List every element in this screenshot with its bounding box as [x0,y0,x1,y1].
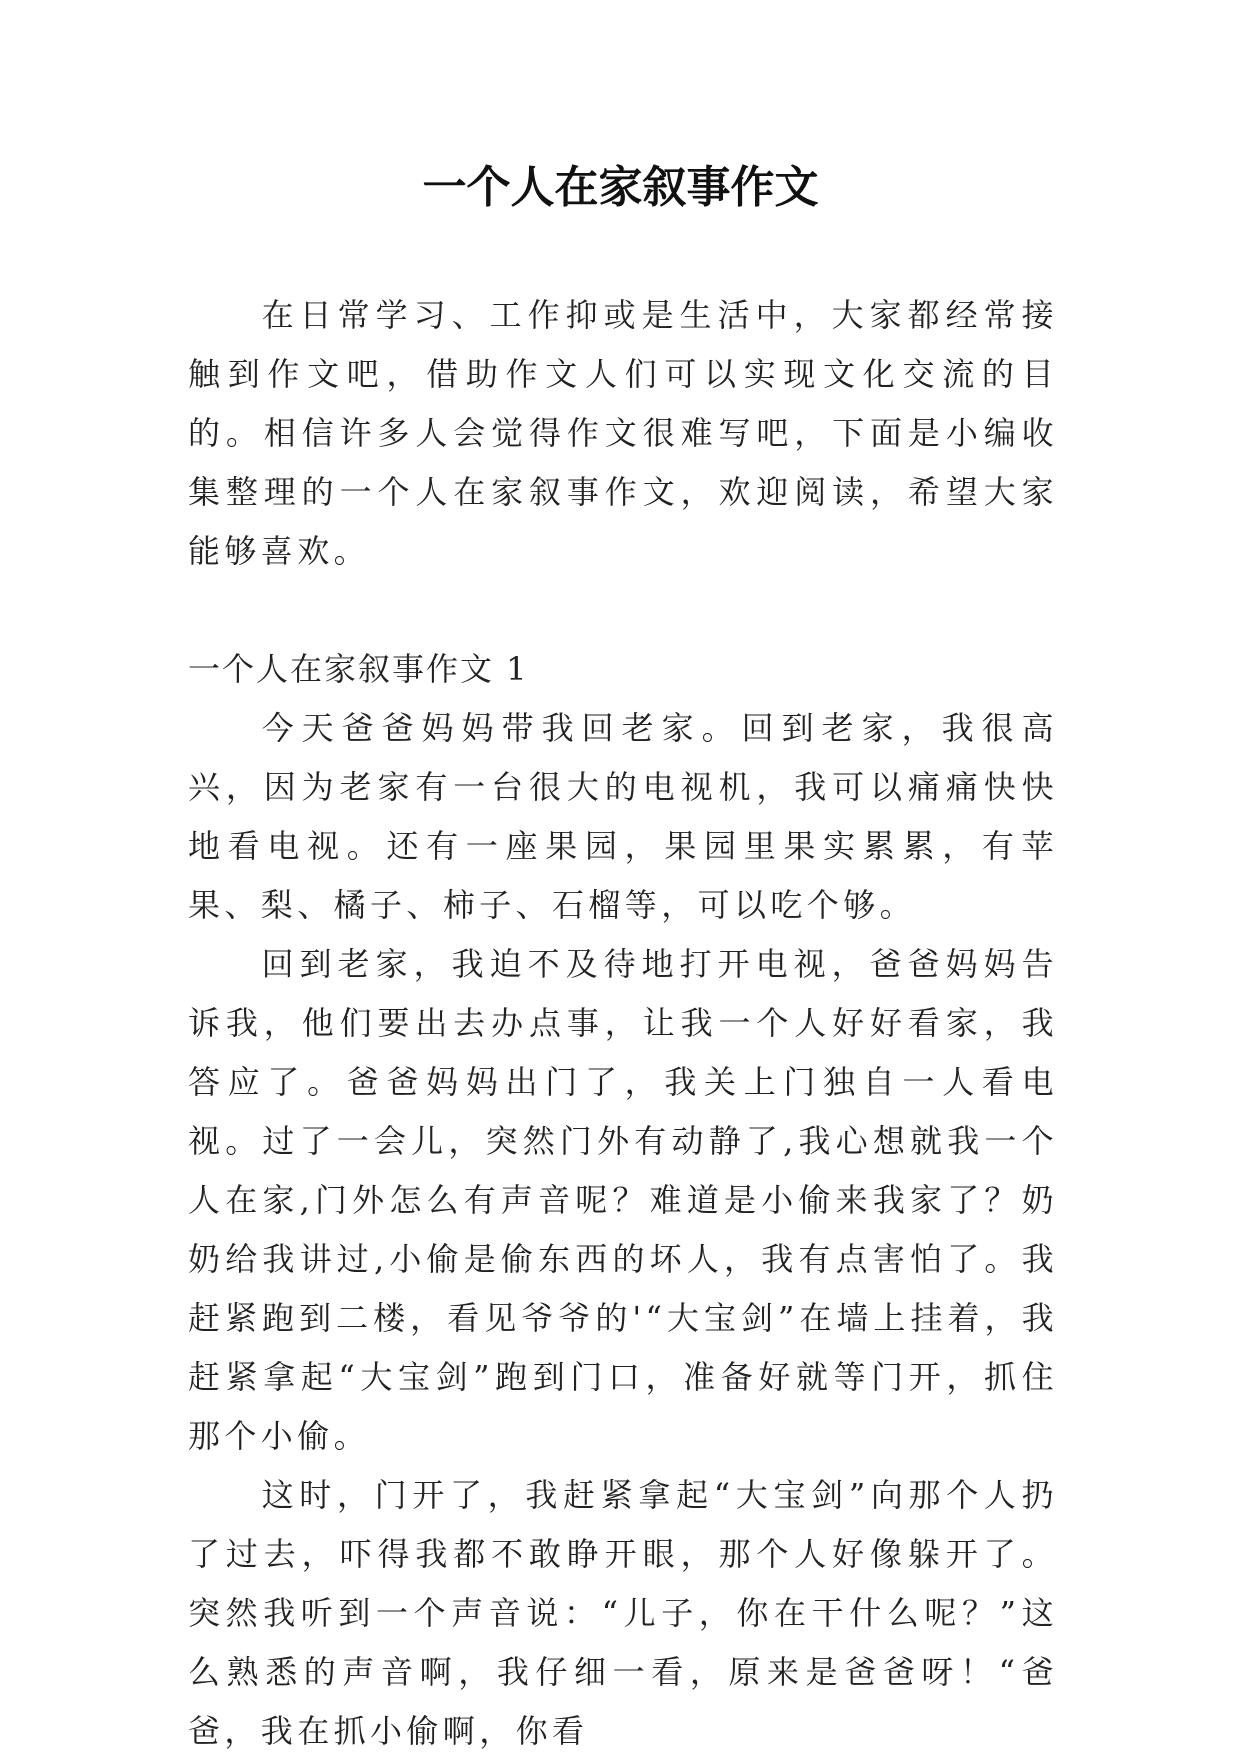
document-body [188,286,1058,1761]
document-title: 一个人在家叙事作文 [422,162,819,213]
section-heading: 一个人在家叙事作文 1 [188,650,529,688]
body-paragraph-3: 这时，门开了，我赶紧拿起“大宝剑”向那个人扔了过去，吓得我都不敢睁开眼，那个人好像躲开了。突然我听到一个声音说：“儿子，你在干什么呢？”这么熟悉的声音啊，我仔细一看，原来是爸爸呀！“爸爸，我在抓小偷啊，你看 [188,1476,1058,1750]
body-paragraph-2: 回到老家，我迫不及待地打开电视，爸爸妈妈告诉我，他们要出去办点事，让我一个人好好看家，我答应了。爸爸妈妈出门了，我关上门独自一人看电视。过了一会儿，突然门外有动静了,我心想就我一个人在家,门外怎么有声音呢？难道是小偷来我家了？奶奶给我讲过,小偷是偷东西的坏人，我有点害怕了。我赶紧跑到二楼，看见爷爷的'“大宝剑”在墙上挂着，我赶紧拿起“大宝剑”跑到门口，准备好就等门开，抓住那个小偷。 [188,945,1058,1455]
body-paragraph-1: 今天爸爸妈妈带我回老家。回到老家，我很高兴，因为老家有一台很大的电视机，我可以痛痛快快地看电视。还有一座果园，果园里果实累累，有苹果、梨、橘子、柿子、石榴等，可以吃个够。 [188,709,1058,924]
intro-paragraph: 在日常学习、工作抑或是生活中，大家都经常接触到作文吧，借助作文人们可以实现文化交流的目的。相信许多人会觉得作文很难写吧，下面是小编收集整理的一个人在家叙事作文，欢迎阅读，希望大家能够喜欢。 [188,296,1058,570]
